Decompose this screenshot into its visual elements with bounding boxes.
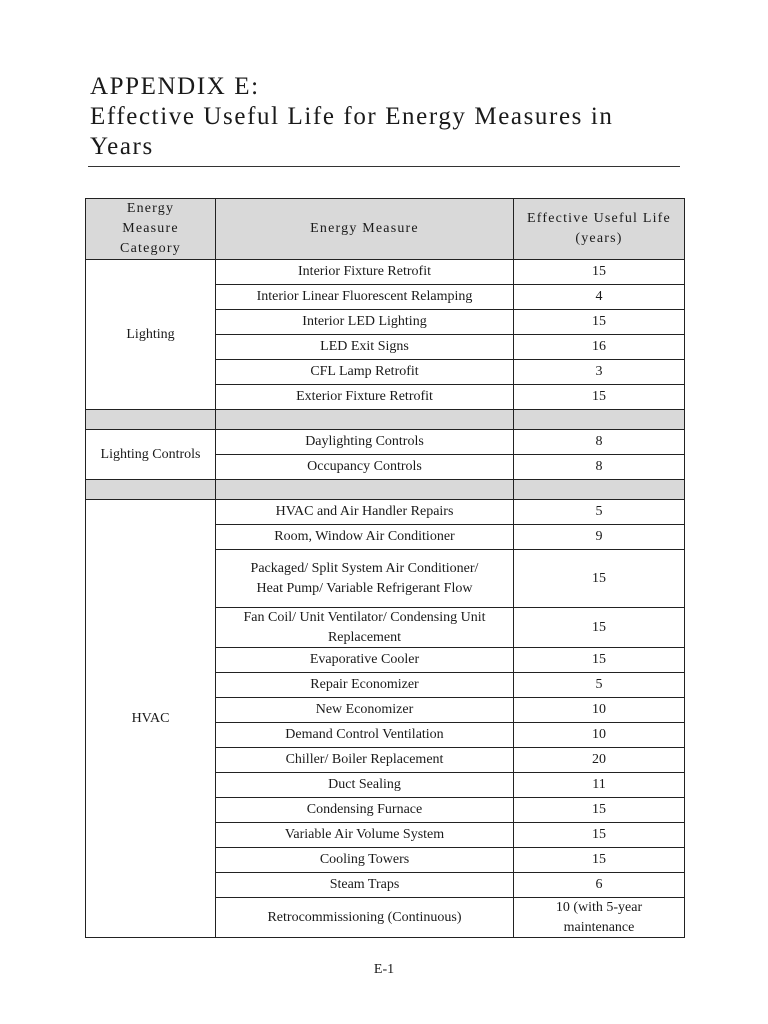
measure-cell: Chiller/ Boiler Replacement — [216, 748, 514, 773]
measure-cell: Duct Sealing — [216, 773, 514, 798]
measure-cell: Condensing Furnace — [216, 798, 514, 823]
measure-cell: Interior Linear Fluorescent Relamping — [216, 285, 514, 310]
life-cell: 15 — [514, 260, 685, 285]
life-cell: 15 — [514, 385, 685, 410]
life-cell: 15 — [514, 310, 685, 335]
measure-cell: Evaporative Cooler — [216, 648, 514, 673]
life-cell: 5 — [514, 673, 685, 698]
measure-cell: Demand Control Ventilation — [216, 723, 514, 748]
separator-row — [86, 480, 685, 500]
measure-cell: Repair Economizer — [216, 673, 514, 698]
measure-cell: HVAC and Air Handler Repairs — [216, 500, 514, 525]
measure-cell: Daylighting Controls — [216, 430, 514, 455]
life-cell: 11 — [514, 773, 685, 798]
life-cell: 10 — [514, 698, 685, 723]
separator-row — [86, 410, 685, 430]
life-cell: 9 — [514, 525, 685, 550]
measure-cell: Room, Window Air Conditioner — [216, 525, 514, 550]
measure-cell: Retrocommissioning (Continuous) — [216, 898, 514, 938]
life-cell: 15 — [514, 648, 685, 673]
life-cell: 6 — [514, 873, 685, 898]
separator-cell — [86, 410, 216, 430]
table-row — [86, 500, 685, 525]
measure-cell: Fan Coil/ Unit Ventilator/ Condensing Unit Replacement — [216, 608, 514, 648]
header-measure: Energy Measure — [216, 199, 514, 260]
separator-cell — [514, 410, 685, 430]
life-cell: 10 — [514, 723, 685, 748]
life-cell: 8 — [514, 455, 685, 480]
life-cell: 15 — [514, 608, 685, 648]
title-line-1: APPENDIX E: — [90, 73, 260, 100]
life-cell: 3 — [514, 360, 685, 385]
table-row — [86, 430, 685, 455]
measure-cell: Packaged/ Split System Air Conditioner/ Heat Pump/ Variable Refrigerant Flow — [216, 550, 514, 608]
life-cell: 20 — [514, 748, 685, 773]
life-cell: 8 — [514, 430, 685, 455]
title-line-2: Effective Useful Life for Energy Measures in — [90, 103, 614, 130]
page-number: E-1 — [373, 962, 395, 977]
title-line-3: Years — [90, 133, 154, 160]
header-life: Effective Useful Life (years) — [514, 199, 685, 260]
measure-cell: Interior Fixture Retrofit — [216, 260, 514, 285]
life-cell: 15 — [514, 848, 685, 873]
header-row — [86, 199, 685, 260]
measure-cell: Cooling Towers — [216, 848, 514, 873]
measure-cell: Exterior Fixture Retrofit — [216, 385, 514, 410]
measure-cell: Steam Traps — [216, 873, 514, 898]
life-cell: 16 — [514, 335, 685, 360]
title-divider — [88, 166, 680, 167]
header-category: Energy Measure Category — [86, 199, 216, 260]
separator-cell — [216, 480, 514, 500]
measure-cell: LED Exit Signs — [216, 335, 514, 360]
page-title — [90, 72, 682, 162]
measure-cell: Variable Air Volume System — [216, 823, 514, 848]
measure-cell: CFL Lamp Retrofit — [216, 360, 514, 385]
life-cell: 4 — [514, 285, 685, 310]
measure-cell: Occupancy Controls — [216, 455, 514, 480]
category-cell: HVAC — [86, 500, 216, 938]
life-cell: 5 — [514, 500, 685, 525]
life-cell: 15 — [514, 823, 685, 848]
category-cell: Lighting Controls — [86, 430, 216, 480]
life-cell: 10 (with 5-year maintenance — [514, 898, 685, 938]
measure-cell: Interior LED Lighting — [216, 310, 514, 335]
separator-cell — [514, 480, 685, 500]
separator-cell — [216, 410, 514, 430]
table-row — [86, 260, 685, 285]
category-cell: Lighting — [86, 260, 216, 410]
life-cell: 15 — [514, 550, 685, 608]
effective-useful-life-table — [85, 198, 685, 938]
measure-cell: New Economizer — [216, 698, 514, 723]
life-cell: 15 — [514, 798, 685, 823]
separator-cell — [86, 480, 216, 500]
